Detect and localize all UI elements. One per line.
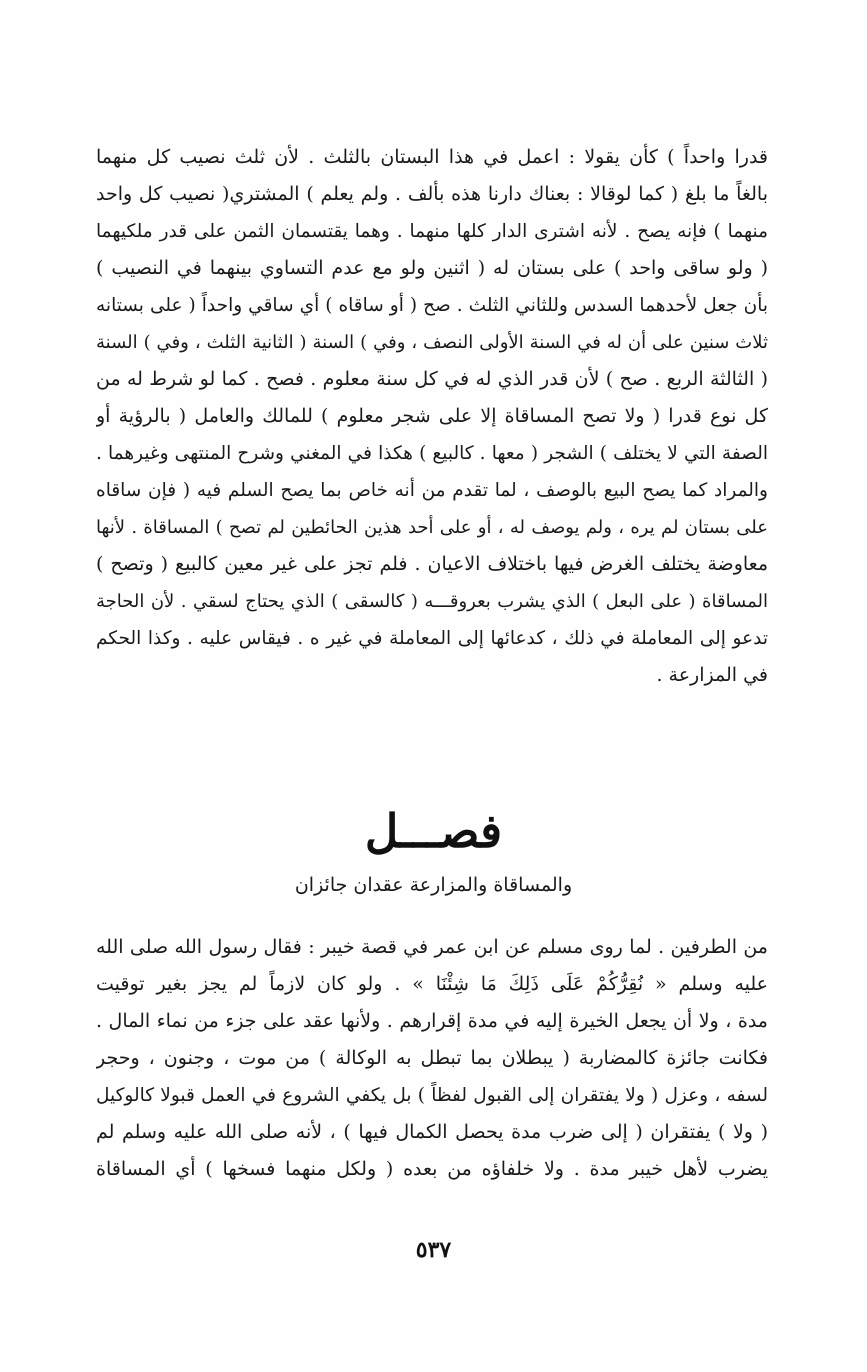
- text-line: بالغاً ما بلغ ( كما لوقالا : بعناك دارنا هذه بألف . ولم يعلم ) المشتري( نصيب كل واحد: [96, 183, 768, 205]
- section-subheading: والمساقاة والمزارعة عقدان جائزان: [294, 874, 573, 896]
- text-line: بأن جعل لأحدهما السدس وللثاني الثلث . صح ( أو ساقاه ) أي ساقي واحداً ( على بستانه: [96, 295, 768, 316]
- text-line: فكانت جائزة كالمضاربة ( يبطلان بما تبطل به الوكالة ) من موت ، وجنون ، وحجر: [96, 1047, 768, 1069]
- text-line: يضرب لأهل خيبر مدة . ولا خلفاؤه من بعده ( ولكل منهما فسخها ) أي المساقاة: [96, 1158, 768, 1180]
- text-line: ثلاث سنين على أن له في السنة الأولى النصف ، وفي ) السنة ( الثانية الثلث ، وفي ) السنة: [96, 332, 768, 353]
- text-line: عليه وسلم « نُقِرُّكُمْ عَلَى ذَلِكَ مَا شِئْنَا » . ولو كان لازماً لم يجز بغير توقيت: [96, 973, 768, 995]
- text-line: ( ولا ) يفتقران ( إلى ضرب مدة يحصل الكمال فيها ) ، لأنه صلى الله عليه وسلم لم: [96, 1121, 768, 1143]
- text-line: معاوضة يختلف الغرض فيها باختلاف الاعيان . فلم تجز على غير معين كالبيع ( وتصح ): [96, 553, 768, 575]
- page-number: ٥٣٧: [415, 1237, 452, 1263]
- text-line: كل نوع قدرا ( ولا تصح المساقاة إلا على شجر معلوم ) للمالك والعامل ( بالرؤية أو: [96, 405, 768, 427]
- text-line: ( الثالثة الربع . صح ) لأن قدر الذي له في كل سنة معلوم . فصح . كما لو شرط له من: [96, 368, 768, 390]
- text-line: قدرا واحداً ) كأن يقولا : اعمل في هذا البستان بالثلث . لأن ثلث نصيب كل منهما: [96, 146, 768, 168]
- paragraph-1: [96, 139, 768, 694]
- text-line: منهما ) فإنه يصح . لأنه اشترى الدار كلها منهما . وهما يقتسمان الثمن على قدر ملكيهما: [96, 221, 768, 242]
- text-line: والمراد كما يصح البيع بالوصف ، لما تقدم من أنه خاص بما يصح السلم فيه ( فإن ساقاه: [96, 480, 768, 501]
- text-line: على بستان لم يره ، ولم يوصف له ، أو على أحد هذين الحائطين لم تصح ) المساقاة . لأنها: [96, 517, 768, 538]
- text-line: المساقاة ( على البعل ) الذي يشرب بعروقـــه ( كالسقى ) الذي يحتاج لسقي . لأن الحاجة: [96, 591, 768, 612]
- text-line: ( ولو ساقى واحد ) على بستان له ( اثنين ولو مع عدم التساوي بينهما في النصيب ): [96, 257, 768, 279]
- text-line: تدعو إلى المعاملة في ذلك ، كدعائها إلى المعاملة في غير ه . فيقاس عليه . وكذا الحكم: [96, 628, 768, 649]
- text-line: الصفة التي لا يختلف ) الشجر ( معها . كالبيع ) هكذا في المغني وشرح المنتهى وغيرهما .: [96, 443, 768, 464]
- text-line: من الطرفين . لما روى مسلم عن ابن عمر في قصة خيبر : فقال رسول الله صلى الله: [96, 936, 768, 958]
- text-line: لسفه ، وعزل ( ولا يفتقران إلى القبول لفظاً ) بل يكفي الشروع في العمل قبولا كالوكيل: [96, 1085, 768, 1106]
- section-heading: فصـــل: [364, 804, 503, 858]
- text-line: مدة ، ولا أن يجعل الخيرة إليه في مدة إقرارهم . ولأنها عقد على جزء من نماء المال .: [96, 1010, 768, 1032]
- text-line: في المزارعة .: [656, 664, 768, 686]
- paragraph-2: [96, 929, 768, 1188]
